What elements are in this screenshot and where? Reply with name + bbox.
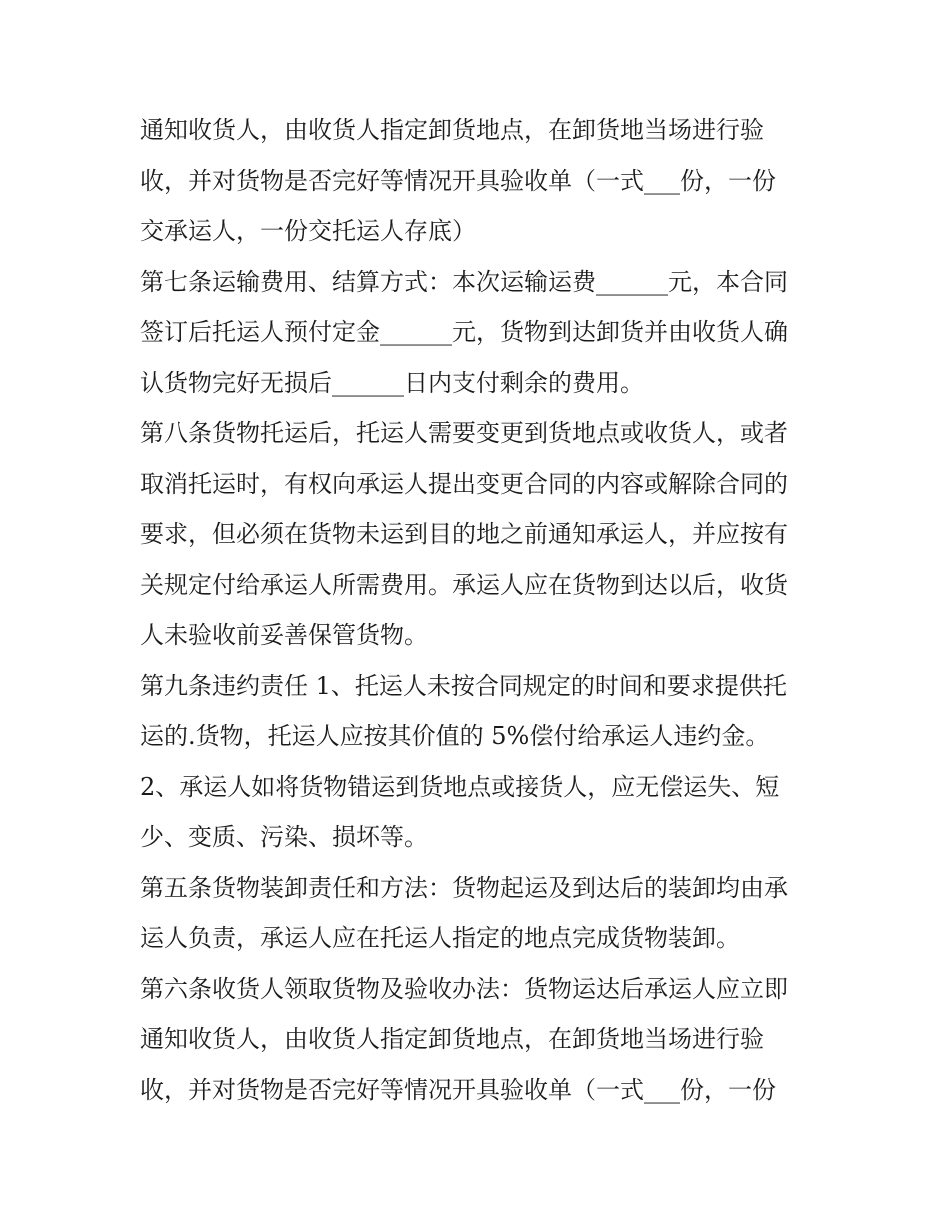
text-line: 运的.货物，托运人应按其价值的 5%偿付给承运人违约金。 [140,722,770,750]
text-line: 人未验收前妥善保管货物。 [140,621,428,649]
text-line: 签订后托运人预付定金______元，货物到达卸货并由收货人确 [140,318,788,346]
text-line: 收，并对货物是否完好等情况开具验收单（一式___份，一份 [140,1075,776,1104]
text-line: 通知收货人，由收货人指定卸货地点，在卸货地当场进行验 [140,116,764,144]
text-line: 收，并对货物是否完好等情况开具验收单（一式___份，一份 [140,166,776,195]
document-body [140,105,820,1115]
text-line: 少、变质、污染、损坏等。 [140,823,428,851]
text-line: 2、承运人如将货物错运到货地点或接货人，应无偿运失、短 [140,772,780,801]
text-line: 认货物完好无损后______日内支付剩余的费用。 [140,368,644,397]
text-line: 第七条运输费用、结算方式：本次运输运费______元，本合同 [140,267,788,296]
text-line: 第八条货物托运后，托运人需要变更到货地点或收货人，或者 [140,419,788,447]
text-line: 交承运人，一份交托运人存底） [140,217,476,245]
text-line: 运人负责，承运人应在托运人指定的地点完成货物装卸。 [140,924,740,952]
text-line: 第六条收货人领取货物及验收办法：货物运达后承运人应立即 [140,974,788,1003]
text-line: 取消托运时，有权向承运人提出变更合同的内容或解除合同的 [140,469,788,498]
text-line: 要求，但必须在货物未运到目的地之前通知承运人，并应按有 [140,520,788,548]
text-line: 第五条货物装卸责任和方法：货物起运及到达后的装卸均由承 [140,873,788,902]
text-line: 第九条违约责任 1、托运人未按合同规定的时间和要求提供托 [140,671,787,700]
text-line: 关规定付给承运人所需费用。承运人应在货物到达以后，收货 [140,570,788,599]
text-line: 通知收货人，由收货人指定卸货地点，在卸货地当场进行验 [140,1025,764,1053]
